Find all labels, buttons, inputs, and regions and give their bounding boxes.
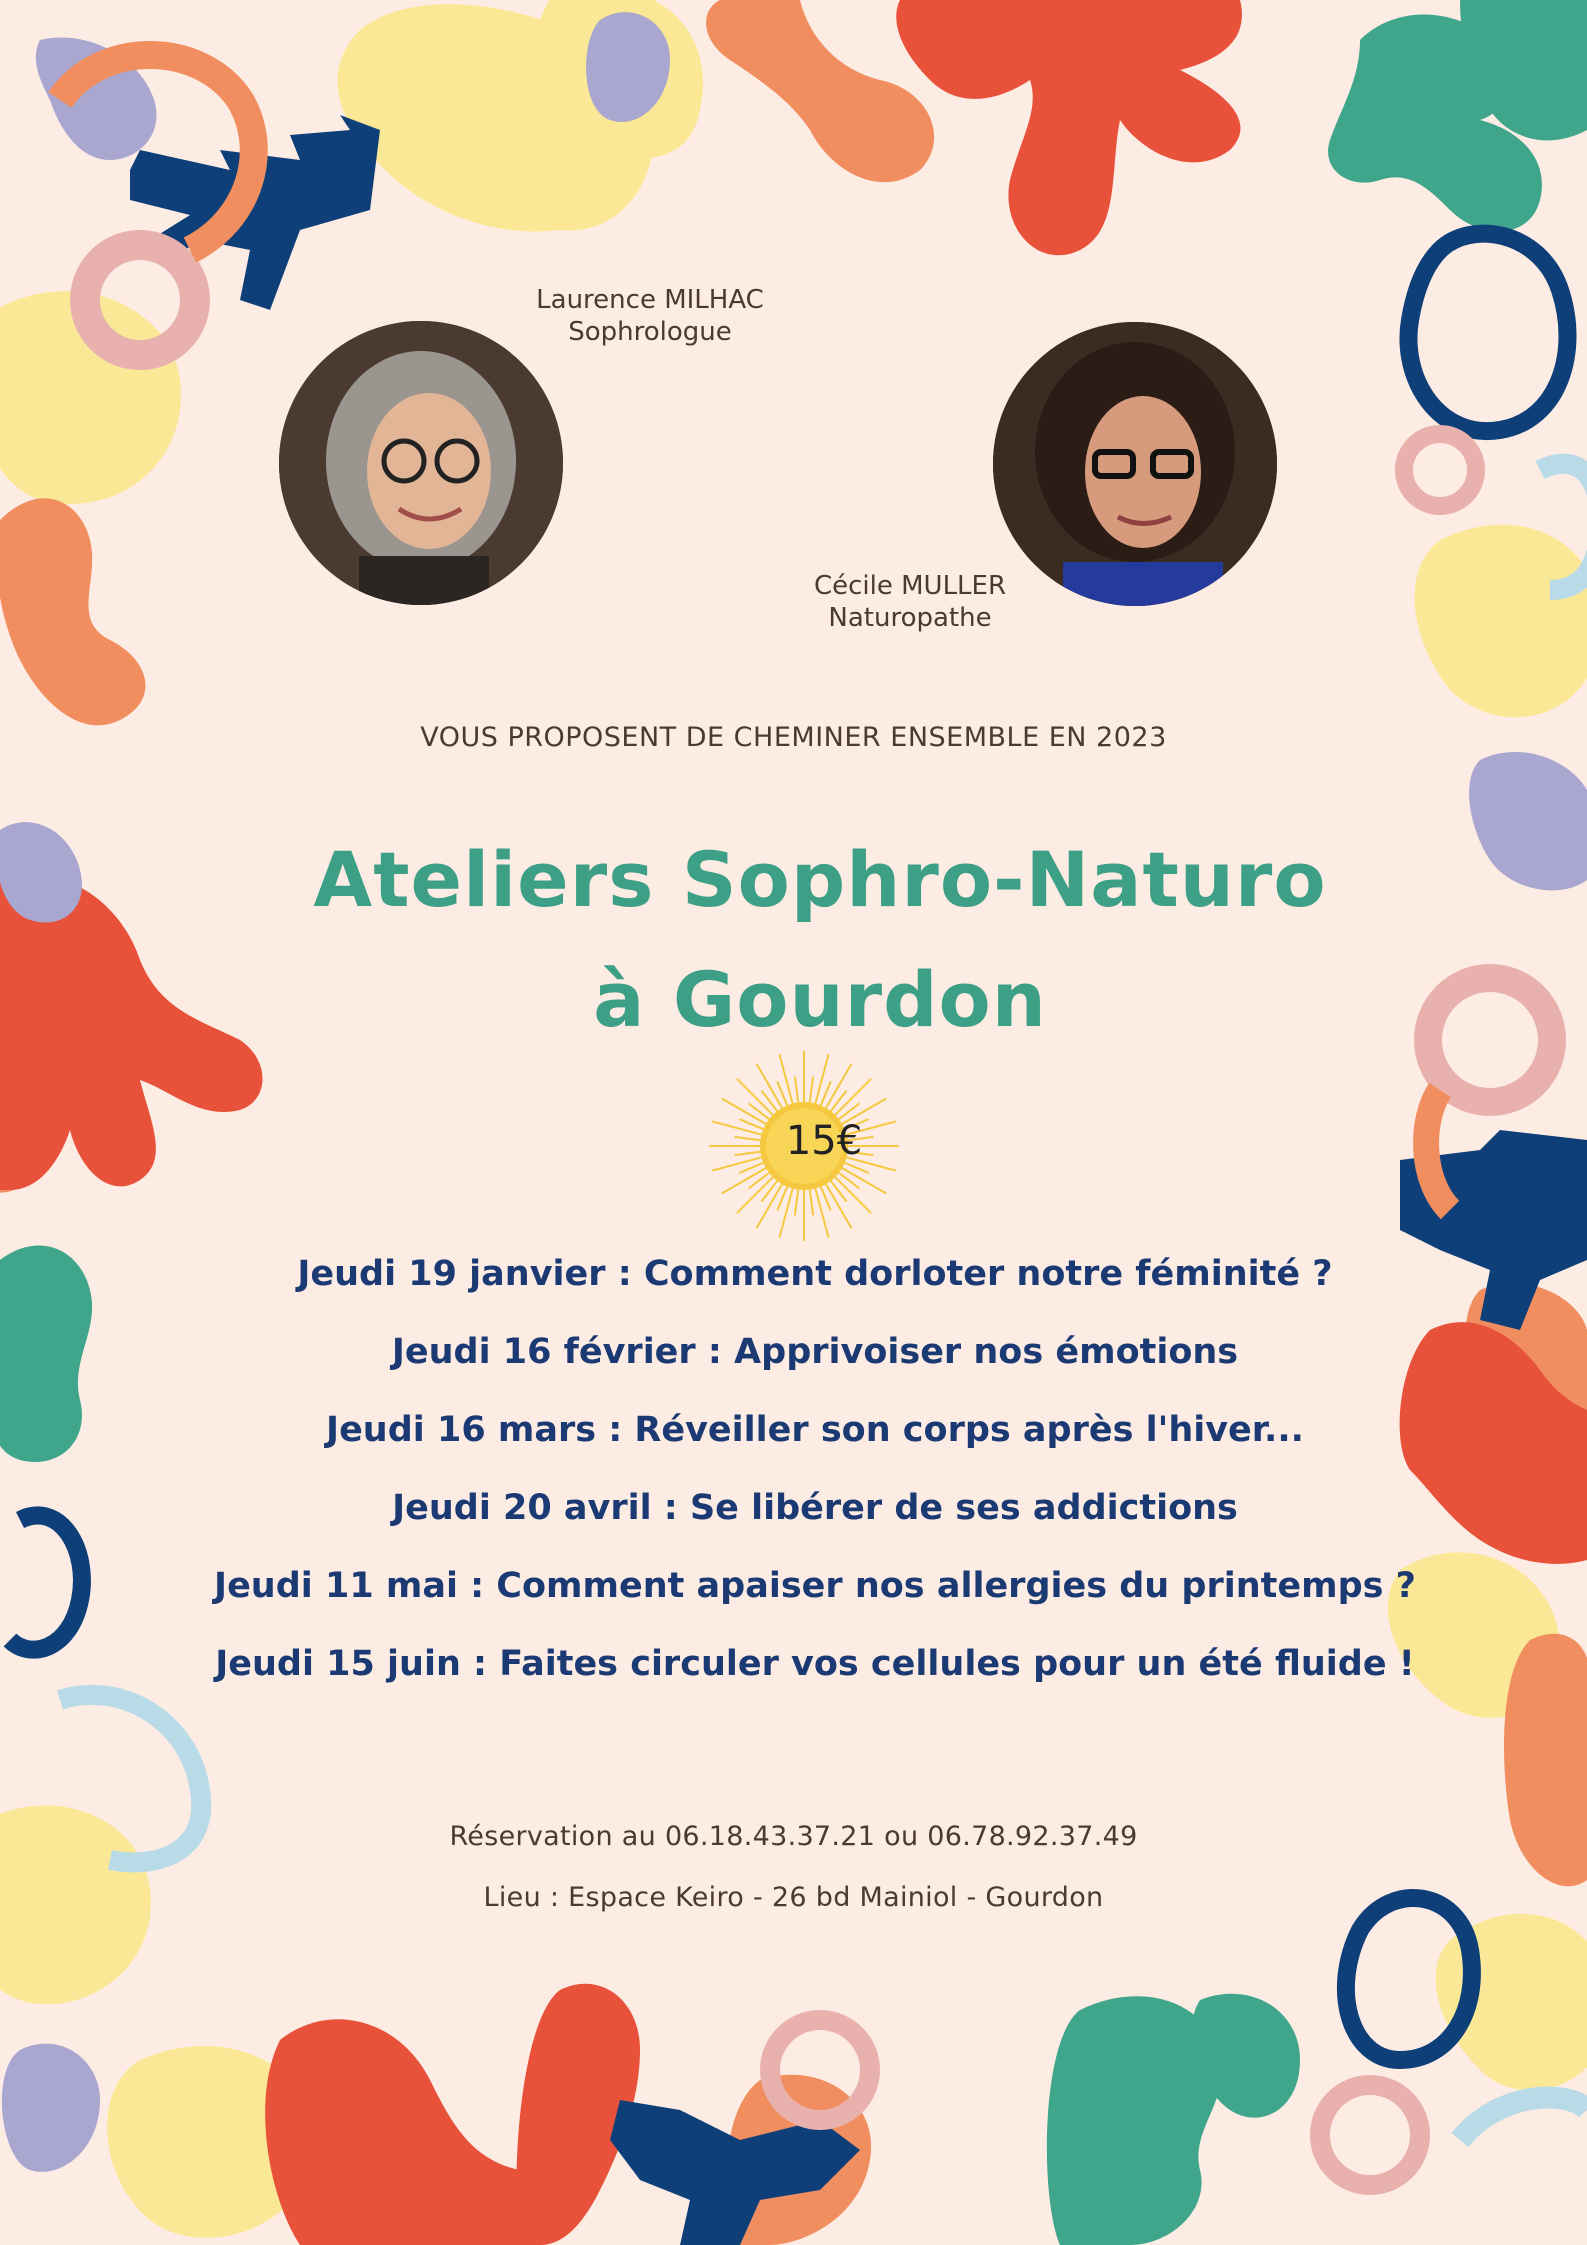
sun-ray: [828, 1090, 846, 1114]
sun-ray: [779, 1185, 793, 1238]
presenter-role: Naturopathe: [828, 603, 992, 633]
sun-ray: [735, 1151, 765, 1155]
sun-ray: [832, 1174, 871, 1213]
title-line-2: à Gourdon: [593, 955, 1047, 1044]
sun-ray: [795, 1077, 799, 1107]
sun-ray: [832, 1079, 871, 1118]
session-list: [0, 1235, 1587, 1703]
sun-ray: [748, 1170, 772, 1188]
price-label: 15€: [785, 1118, 863, 1164]
sun-ray: [737, 1174, 776, 1213]
presenter-name: Cécile MULLER: [813, 571, 1007, 601]
sun-ray: [814, 1185, 828, 1238]
sun-ray: [712, 1156, 765, 1170]
session-item: Jeudi 11 mai : Comment apaiser nos allergies du printemps ?: [214, 1566, 1416, 1606]
presenter-photo-laurence: [279, 321, 563, 605]
session-item: Jeudi 16 février : Apprivoiser nos émotions: [391, 1332, 1239, 1372]
sun-ray: [737, 1079, 776, 1118]
sun-ray: [761, 1090, 779, 1114]
sun-ray: [828, 1178, 846, 1202]
sun-ray: [814, 1054, 828, 1107]
presenter-name: Laurence MILHAC: [536, 285, 764, 315]
presenter-caption-laurence: [500, 284, 800, 348]
session-item: Jeudi 15 juin : Faites circuler vos cellules pour un été fluide !: [215, 1644, 1415, 1684]
presenter-caption-cecile: [760, 570, 1060, 634]
location-text: Lieu : Espace Keiro - 26 bd Mainiol - Gourdon: [483, 1882, 1104, 1913]
sun-ray: [735, 1137, 765, 1141]
session-item: Jeudi 19 janvier : Comment dorloter notre féminité ?: [297, 1254, 1333, 1294]
sun-ray: [761, 1178, 779, 1202]
reservation-text: Réservation au 06.18.43.37.21 ou 06.78.92.37.49: [449, 1821, 1138, 1852]
intro-text: VOUS PROPOSENT DE CHEMINER ENSEMBLE EN 2023: [420, 722, 1167, 753]
title-line-1: Ateliers Sophro-Naturo: [313, 835, 1327, 924]
session-item: Jeudi 20 avril : Se libérer de ses addictions: [392, 1488, 1238, 1528]
sun-ray: [809, 1077, 813, 1107]
sun-ray: [795, 1186, 799, 1216]
sun-ray: [836, 1170, 860, 1188]
presenter-role: Sophrologue: [568, 317, 732, 347]
sun-ray: [809, 1186, 813, 1216]
sun-ray: [779, 1054, 793, 1107]
sun-ray: [712, 1121, 765, 1135]
session-item: Jeudi 16 mars : Réveiller son corps après l'hiver...: [326, 1410, 1304, 1450]
presenter-photo-cecile: [993, 322, 1277, 606]
